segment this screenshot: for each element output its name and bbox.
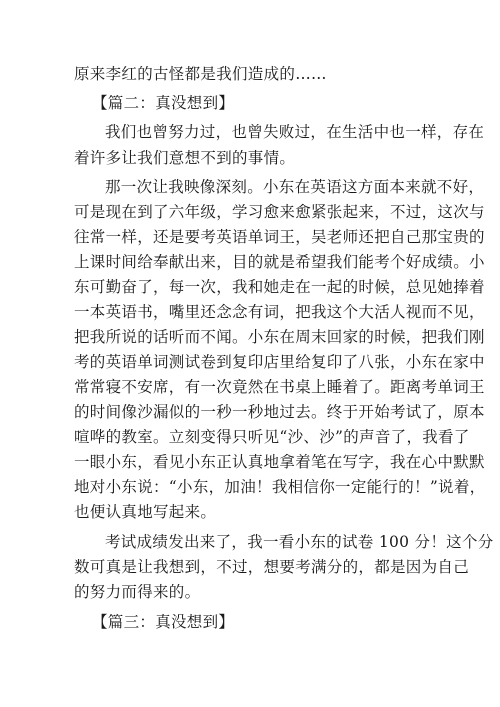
section-heading: 【篇三：真没想到】 (92, 613, 235, 631)
paragraph-line: 把我所说的话听而不闻。小东在周末回家的时候，把我们刚 (74, 328, 485, 346)
paragraph-line: 着许多让我们意想不到的事情。 (74, 149, 296, 167)
section-heading: 【篇二：真没想到】 (92, 94, 235, 112)
paragraph-line: 的时间像沙漏似的一秒一秒地过去。终于开始考试了，原本 (74, 403, 485, 421)
text-line: 原来李红的古怪都是我们造成的…… (74, 65, 327, 83)
paragraph-line: 喧哗的教室。立刻变得只听见“沙、沙”的声音了，我看了 (74, 428, 470, 446)
paragraph-line: 可是现在到了六年级，学习愈来愈紧张起来，不过，这次与 (74, 203, 485, 221)
paragraph-line: 上课时间给奉献出来，目的就是希望我们能考个好成绩。小 (74, 253, 485, 271)
paragraph-line: 一眼小东，看见小东正认真地拿着笔在写字，我在心中默默 (74, 453, 485, 471)
paragraph-line: 一本英语书，嘴里还念念有词，把我这个大活人视而不见， (74, 303, 485, 321)
paragraph-line: 往常一样，还是要考英语单词王，吴老师还把自己那宝贵的 (74, 228, 485, 246)
paragraph-line: 那一次让我映像深刻。小东在英语这方面本来就不好， (105, 178, 485, 196)
paragraph-line: 常常寝不安席，有一次竟然在书桌上睡着了。距离考单词王 (74, 378, 485, 396)
paragraph-line: 数可真是让我想到，不过，想要考满分的，都是因为自己 (74, 558, 470, 576)
paragraph-line: 地对小东说：“小东，加油！我相信你一定能行的！”说着， (74, 478, 486, 496)
paragraph-line: 也便认真地写起来。 (74, 503, 217, 521)
paragraph-line: 考试成绩发出来了，我一看小东的试卷 100 分！这个分 (105, 533, 494, 551)
paragraph-line: 我们也曾努力过，也曾失败过，在生活中也一样，存在 (105, 123, 485, 141)
paragraph-line: 东可勤奋了，每一次，我和她走在一起的时候，总见她捧着 (74, 278, 485, 296)
paragraph-line: 考的英语单词测试卷到复印店里给复印了八张，小东在家中 (74, 353, 485, 371)
paragraph-line: 的努力而得来的。 (74, 583, 201, 601)
